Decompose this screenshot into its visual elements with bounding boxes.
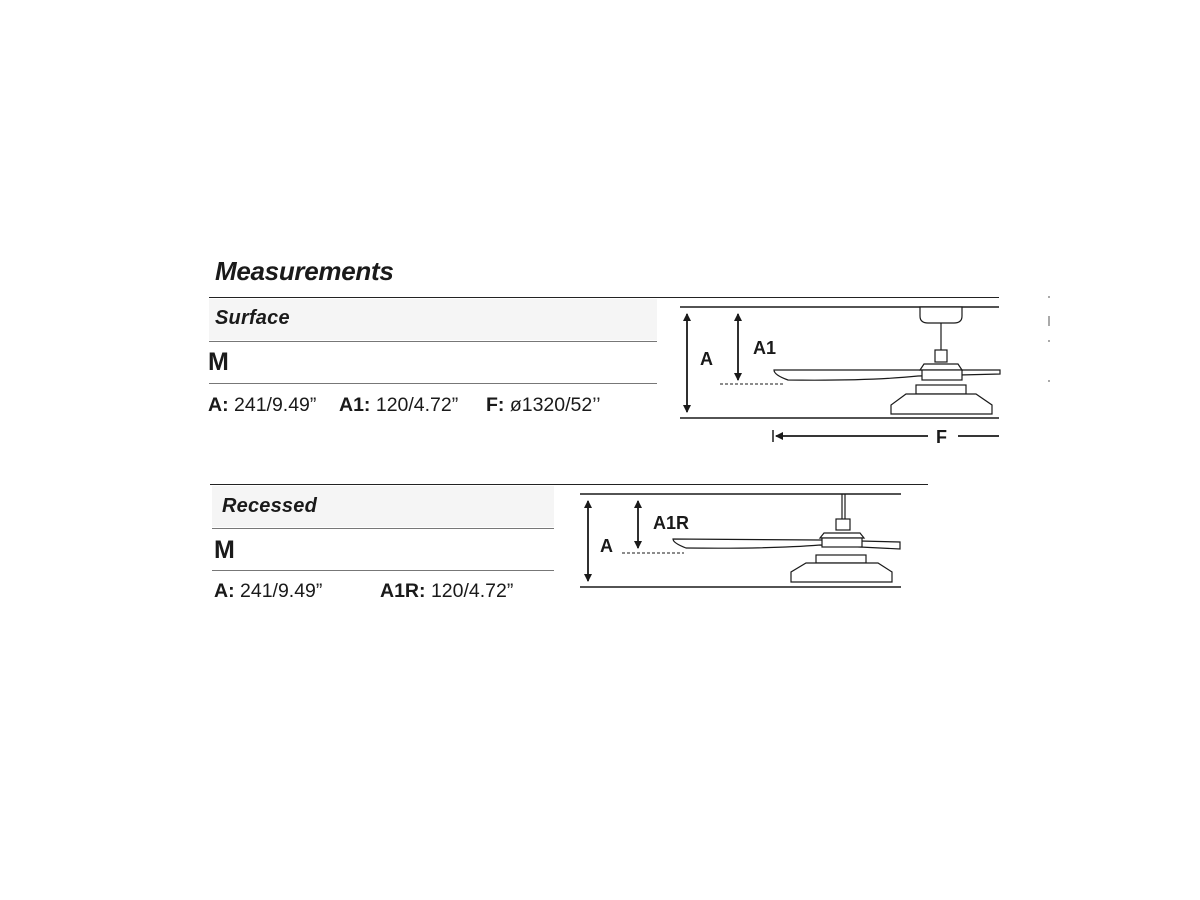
diagram-label-a1: A1 (753, 338, 777, 358)
canopy-icon (920, 307, 962, 323)
surface-dim-a: A: 241/9.49” (208, 394, 317, 416)
recessed-dimensions (0, 580, 600, 606)
diagram-label-a1r: A1R (653, 513, 690, 533)
recessed-dim-a: A: 241/9.49” (214, 580, 323, 602)
surface-header (209, 299, 657, 340)
recessed-model: M (214, 536, 235, 564)
surface-divider-2 (209, 383, 657, 384)
recessed-header (212, 486, 554, 527)
diagram-label-a: A (700, 349, 713, 369)
fan-blade-icon (774, 370, 1000, 380)
surface-dim-a1: A1: 120/4.72” (339, 394, 459, 416)
recessed-label: Recessed (222, 495, 317, 517)
surface-divider (209, 341, 657, 342)
surface-label: Surface (215, 307, 290, 329)
recessed-dim-a1r: A1R: 120/4.72” (380, 580, 514, 602)
light-kit-icon (891, 394, 992, 414)
recessed-fan-diagram (570, 485, 910, 595)
fan-blade-icon (673, 539, 900, 549)
diagram-label-a: A (600, 536, 613, 556)
surface-dim-f: F: ø1320/52’’ (486, 394, 601, 416)
recessed-divider (212, 528, 554, 529)
light-kit-icon (791, 563, 892, 582)
recessed-divider-2 (212, 570, 554, 571)
surface-model: M (208, 348, 229, 376)
diagram-label-f: F (936, 427, 947, 447)
page-title: Measurements (215, 256, 394, 286)
surface-dimensions (0, 394, 700, 420)
surface-fan-diagram (670, 290, 1060, 450)
